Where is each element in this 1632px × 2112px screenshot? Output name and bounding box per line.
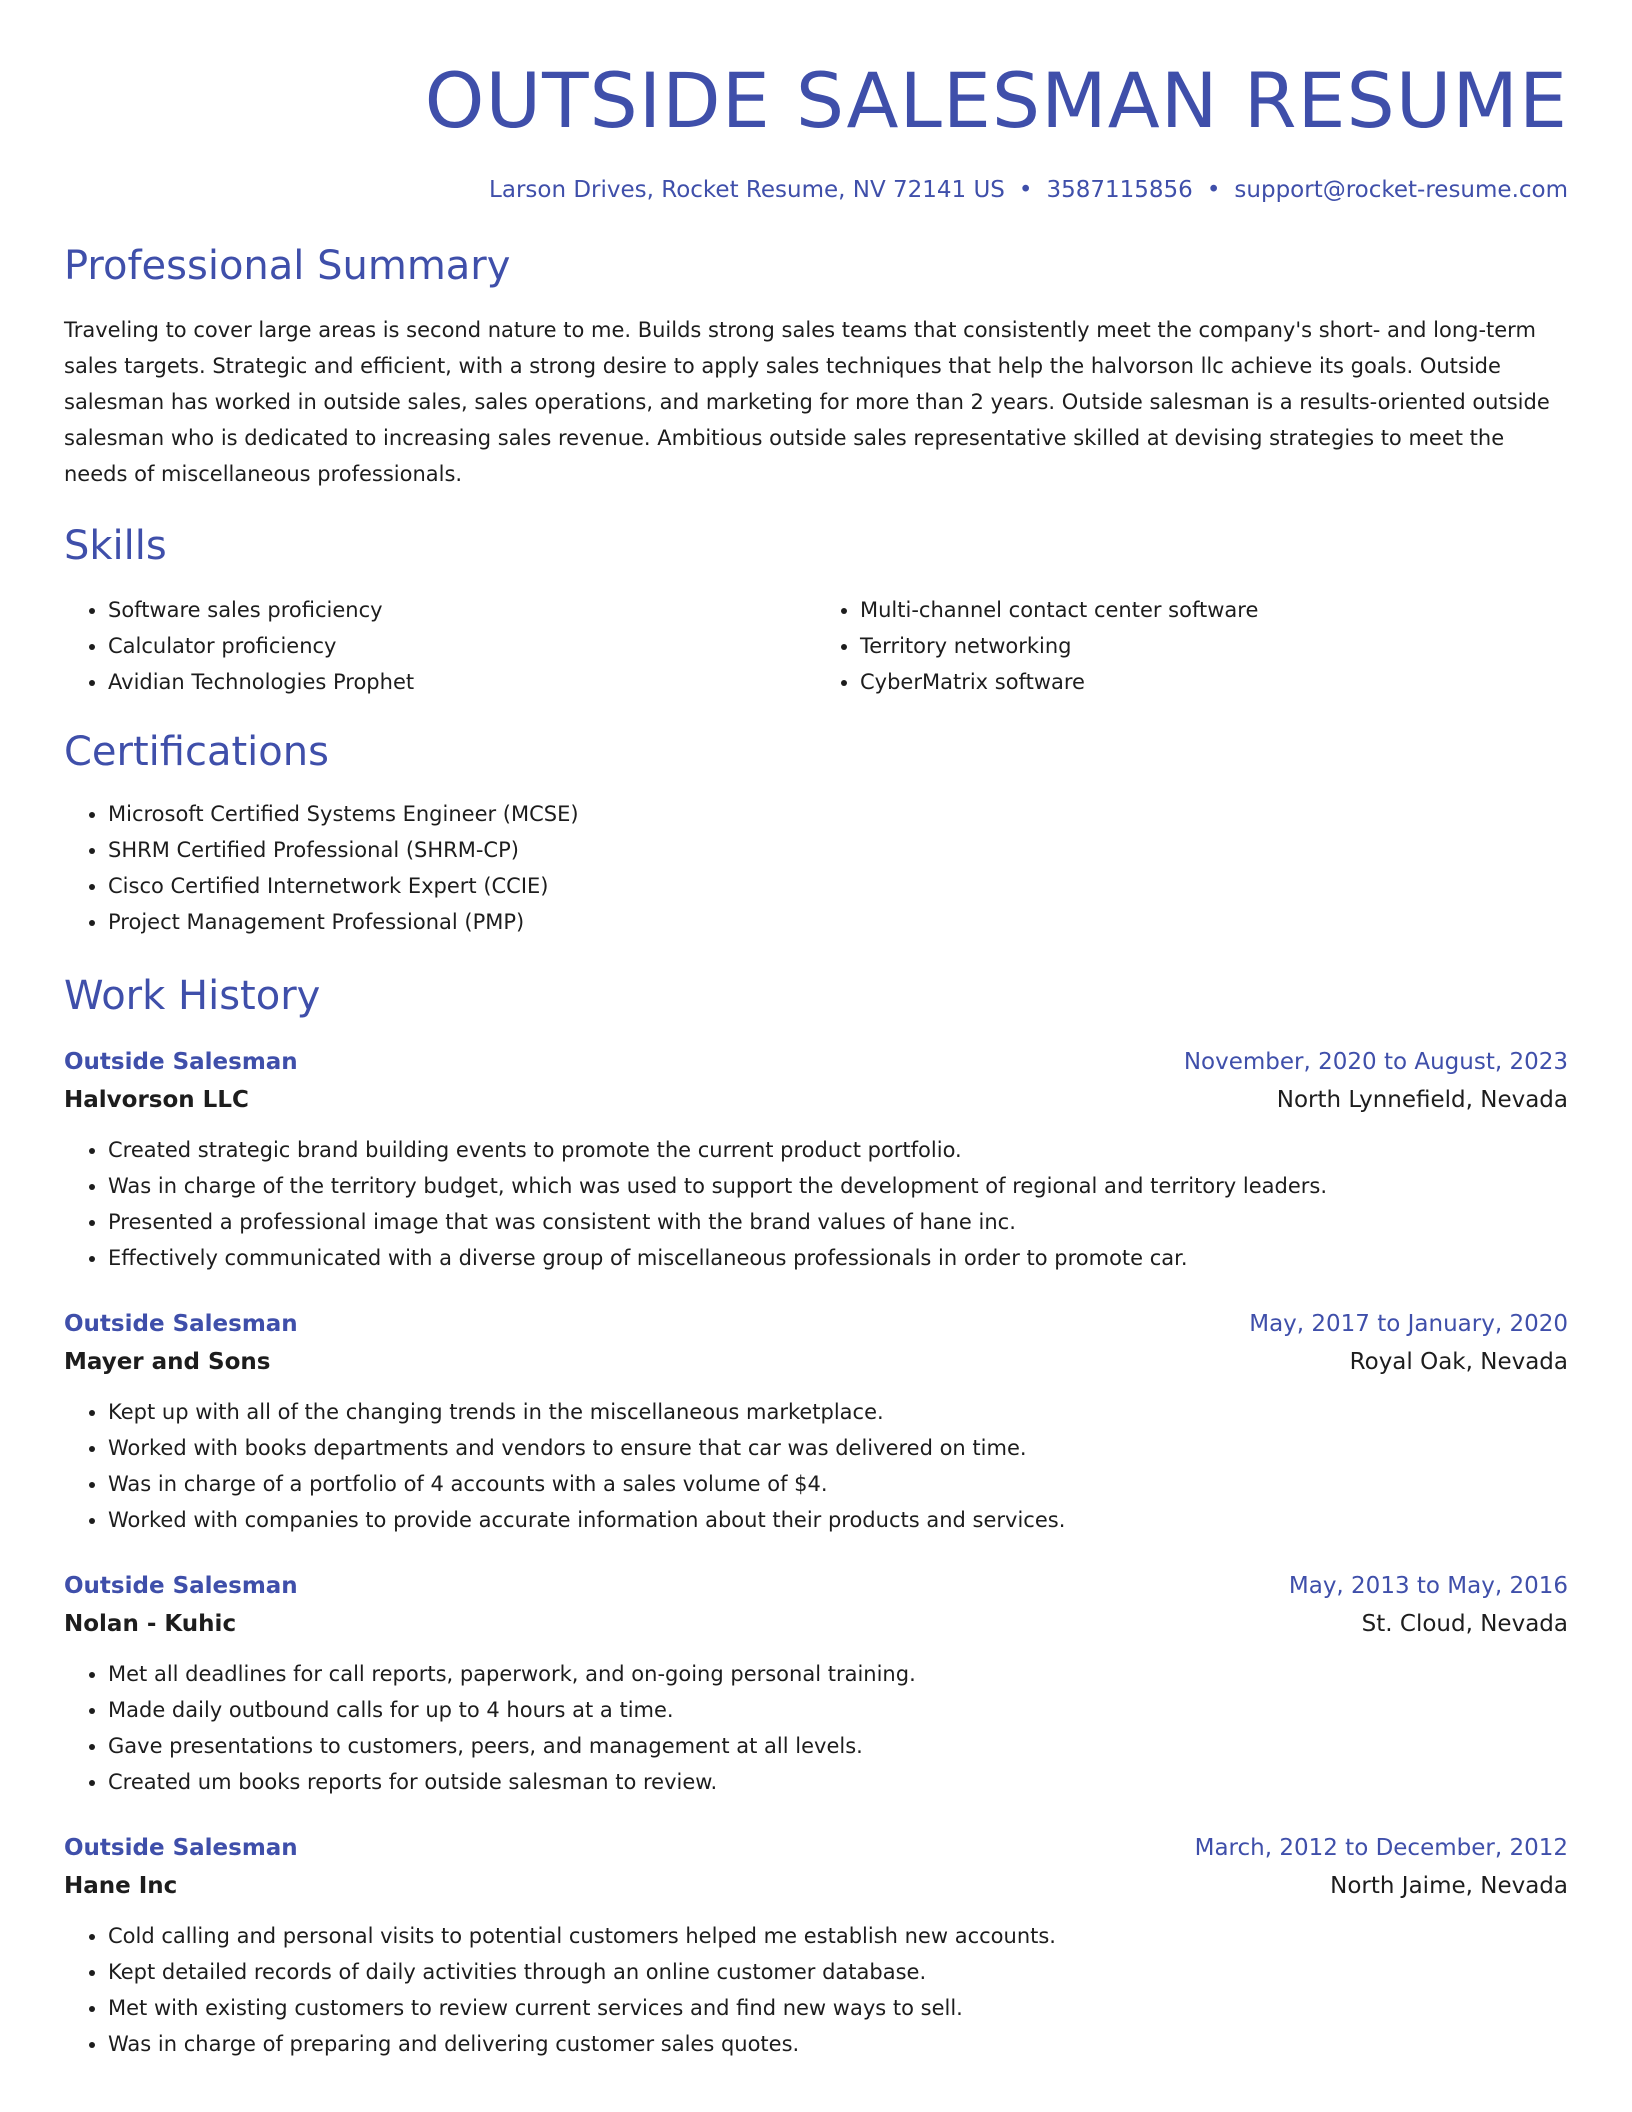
contact-address: Larson Drives, Rocket Resume, NV 72141 US — [489, 177, 1005, 203]
summary-heading: Professional Summary — [64, 243, 511, 289]
summary-text: Traveling to cover large areas is second nature to me. Builds strong sales teams that consistently meet the company's short- and long-term sales targets. Strategic and efficient, with a strong desire to apply sales techniques that help the halvorson llc achieve its goals. Outside salesman has worked in outside sales, sales operations, and marketing for more than 2 years. Outside salesman is a results-oriented outside salesman who is dedicated to increasing sales revenue. Ambitious outside sales representative skilled at devising strategies to meet the needs of miscellaneous professionals. — [64, 318, 1550, 486]
job-bullet: • Worked with books departments and vendors to ensure that car was delivered on time. — [108, 1430, 1568, 1466]
resume-title: OUTSIDE SALESMAN RESUME — [424, 56, 1568, 145]
work-history-section — [64, 970, 1568, 2062]
skill-item: • Software sales proficiency — [108, 592, 816, 628]
job-bullet: • Gave presentations to customers, peers, and management at all levels. — [108, 1728, 1568, 1764]
job-entry — [64, 1306, 1568, 1538]
certification-item: • SHRM Certified Professional (SHRM-CP) — [108, 832, 1568, 868]
job-bullets — [64, 1656, 1568, 1800]
job-entry — [64, 1568, 1568, 1800]
skills-heading: Skills — [64, 523, 167, 569]
skill-item: • Calculator proficiency — [108, 628, 816, 664]
skill-item: • Multi-channel contact center software — [860, 592, 1568, 628]
job-company: Nolan - Kuhic — [64, 1611, 237, 1637]
certification-item: • Microsoft Certified Systems Engineer (MCSE) — [108, 796, 1568, 832]
job-company-row — [64, 1080, 1568, 1120]
job-location: St. Cloud, Nevada — [1361, 1611, 1568, 1637]
job-bullet: • Was in charge of the territory budget, which was used to support the development of regional and territory leaders. — [108, 1168, 1568, 1204]
job-role: Outside Salesman — [64, 1573, 298, 1599]
job-role-row — [64, 1830, 1568, 1866]
job-dates: May, 2017 to January, 2020 — [1249, 1311, 1568, 1337]
job-bullet: • Cold calling and personal visits to potential customers helped me establish new accounts. — [108, 1918, 1568, 1954]
skill-item: • Avidian Technologies Prophet — [108, 664, 816, 700]
resume-header — [64, 0, 1568, 206]
contact-separator: • — [1206, 177, 1221, 203]
skill-item: • Territory networking — [860, 628, 1568, 664]
job-company-row — [64, 1342, 1568, 1382]
job-role-row — [64, 1044, 1568, 1080]
certifications-heading: Certifications — [64, 729, 329, 775]
job-dates: March, 2012 to December, 2012 — [1194, 1835, 1568, 1861]
job-location: Royal Oak, Nevada — [1349, 1349, 1568, 1375]
contact-email[interactable]: support@rocket-resume.com — [1234, 177, 1568, 203]
job-dates: November, 2020 to August, 2023 — [1183, 1049, 1568, 1075]
job-bullet: • Effectively communicated with a diverse group of miscellaneous professionals in order to promote car. — [108, 1240, 1568, 1276]
job-bullet: • Worked with companies to provide accurate information about their products and services. — [108, 1502, 1568, 1538]
job-bullet: • Presented a professional image that was consistent with the brand values of hane inc. — [108, 1204, 1568, 1240]
job-role: Outside Salesman — [64, 1311, 298, 1337]
job-entry — [64, 1830, 1568, 2062]
job-role: Outside Salesman — [64, 1049, 298, 1075]
contact-line — [64, 174, 1568, 206]
job-role-row — [64, 1306, 1568, 1342]
summary-section — [64, 240, 1568, 492]
job-bullets — [64, 1394, 1568, 1538]
job-bullet: • Created strategic brand building events to promote the current product portfolio. — [108, 1132, 1568, 1168]
certification-item: • Cisco Certified Internetwork Expert (CCIE) — [108, 868, 1568, 904]
certifications-list — [64, 796, 1568, 940]
job-bullet: • Kept up with all of the changing trends in the miscellaneous marketplace. — [108, 1394, 1568, 1430]
certification-item: • Project Management Professional (PMP) — [108, 904, 1568, 940]
job-entry — [64, 1044, 1568, 1276]
skills-section — [64, 520, 1568, 700]
job-company-row — [64, 1866, 1568, 1906]
job-bullet: • Was in charge of preparing and delivering customer sales quotes. — [108, 2026, 1568, 2062]
certifications-section — [64, 726, 1568, 940]
contact-phone: 3587115856 — [1046, 177, 1193, 203]
job-dates: May, 2013 to May, 2016 — [1288, 1573, 1568, 1599]
job-company-row — [64, 1604, 1568, 1644]
job-role: Outside Salesman — [64, 1835, 298, 1861]
skills-columns — [64, 592, 1568, 700]
job-bullet: • Met all deadlines for call reports, paperwork, and on-going personal training. — [108, 1656, 1568, 1692]
job-company: Mayer and Sons — [64, 1349, 271, 1375]
skill-item: • CyberMatrix software — [860, 664, 1568, 700]
work-history-heading: Work History — [64, 973, 321, 1019]
skills-left-list — [64, 592, 816, 700]
contact-separator: • — [1018, 177, 1033, 203]
job-company: Halvorson LLC — [64, 1087, 249, 1113]
job-bullet: • Created um books reports for outside salesman to review. — [108, 1764, 1568, 1800]
job-bullets — [64, 1132, 1568, 1276]
job-bullet: • Made daily outbound calls for up to 4 hours at a time. — [108, 1692, 1568, 1728]
job-location: North Lynnefield, Nevada — [1276, 1087, 1568, 1113]
job-role-row — [64, 1568, 1568, 1604]
job-company: Hane Inc — [64, 1873, 178, 1899]
job-bullet: • Was in charge of a portfolio of 4 accounts with a sales volume of $4. — [108, 1466, 1568, 1502]
job-bullets — [64, 1918, 1568, 2062]
job-location: North Jaime, Nevada — [1330, 1873, 1568, 1899]
job-bullet: • Met with existing customers to review current services and find new ways to sell. — [108, 1990, 1568, 2026]
skills-right-list — [816, 592, 1568, 700]
job-bullet: • Kept detailed records of daily activities through an online customer database. — [108, 1954, 1568, 1990]
